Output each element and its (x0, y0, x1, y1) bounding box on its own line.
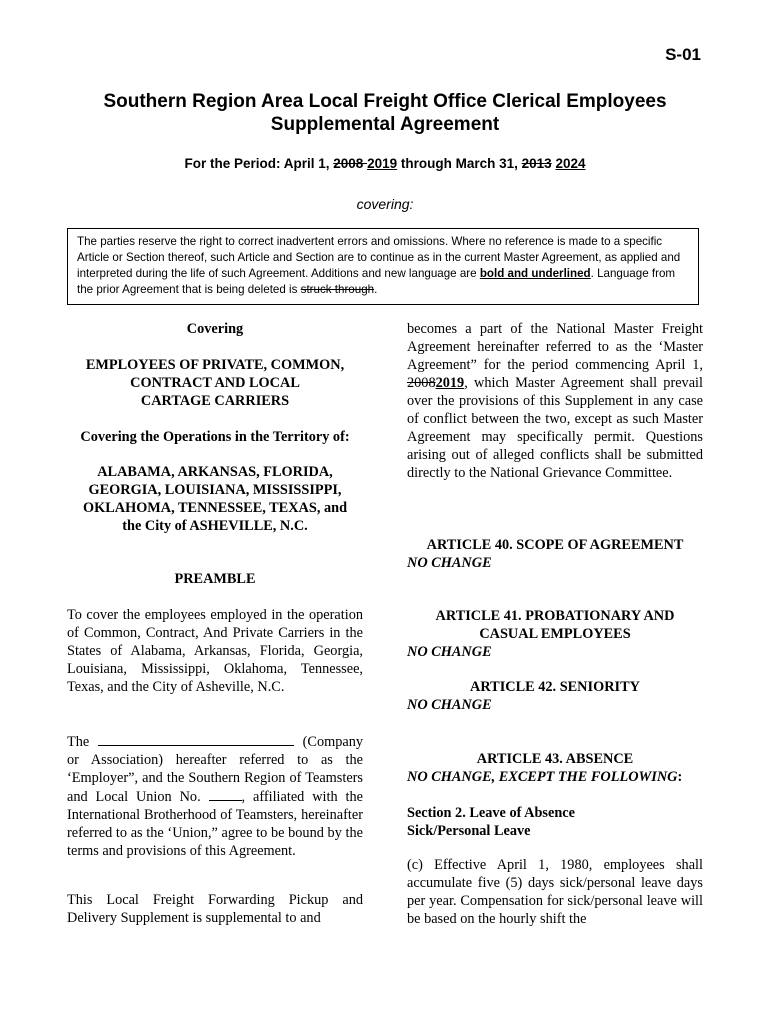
states-line-4: the City of ASHEVILLE, N.C. (122, 518, 308, 534)
article-40-no-change: NO CHANGE (407, 555, 492, 571)
page-id: S-01 (665, 45, 701, 64)
agreement-period (0, 156, 770, 171)
article-43-colon: : (677, 769, 683, 785)
master-year-added: 2019 (435, 375, 465, 391)
notice-text-3: . (374, 283, 378, 296)
preamble-heading: PREAMBLE (174, 571, 256, 587)
employees-line-2: CONTRACT AND LOCAL (130, 375, 300, 391)
article-40-heading: ARTICLE 40. SCOPE OF AGREEMENT (426, 537, 684, 553)
article-43-no-change-text: NO CHANGE, EXCEPT THE FOLLOWING (407, 769, 678, 785)
preamble-text: To cover the employees employed in the operation of Common, Contract, And Private Carriers in the States of Alabama, Arkansas, Florida, Georgia, Louisiana, Mississippi, Oklahoma, Tennessee, Texas, and the City of Asheville, N.C. (67, 607, 363, 695)
article-42-no-change: NO CHANGE (407, 697, 492, 713)
article-41-no-change: NO CHANGE (407, 644, 492, 660)
employees-heading (67, 356, 363, 410)
article-41-line-2: CASUAL EMPLOYEES (479, 626, 631, 642)
article-41-heading (407, 607, 703, 643)
notice-text-1: The parties reserve the right to correct inadvertent errors and omissions. Where no reference is made to a specific Article or Section thereof, such Article and Section are to continue as in the current Master Agreement, as applied and interpreted during the life of such Agreement. Additions and new language are (77, 235, 681, 280)
states-line-2: GEORGIA, LOUISIANA, MISSISSIPPI, (88, 482, 342, 498)
territory-heading: Covering the Operations in the Territory of: (80, 429, 350, 445)
period-start-deleted: 2008 (333, 156, 368, 171)
master-year-deleted: 2008 (407, 375, 436, 391)
company-text-2: , affiliated with the International Brotherhood of Teamsters, hereinafter referred to as the ‘Union,” agree to be bound by the terms and provisions of this Agreement. (67, 789, 363, 859)
employees-line-1: EMPLOYEES OF PRIVATE, COMMON, (85, 357, 345, 373)
notice-bold-underlined: bold and underlined (479, 267, 591, 280)
local-union-number-blank (209, 787, 242, 801)
period-middle: through March 31, (397, 156, 522, 171)
company-paragraph (67, 732, 363, 860)
period-end-deleted: 2013 (521, 156, 552, 171)
covering-heading: Covering (186, 321, 244, 337)
article-41-line-1: ARTICLE 41. PROBATIONARY AND (435, 608, 675, 624)
states-heading (67, 463, 363, 535)
article-43-no-change (407, 768, 703, 786)
company-name-blank (98, 732, 294, 746)
period-end-added: 2024 (555, 156, 586, 171)
master-text-1: becomes a part of the National Master Freight Agreement hereinafter referred to as the ‘Master Agreement” for the period commencing April 1, (407, 321, 703, 373)
master-agreement-paragraph (407, 320, 703, 482)
period-prefix: For the Period: April 1, (184, 156, 334, 171)
states-line-3: OKLAHOMA, TENNESSEE, TEXAS, and (82, 500, 348, 516)
document-title (0, 90, 770, 136)
article-43-heading: ARTICLE 43. ABSENCE (476, 751, 634, 767)
master-text-2: , which Master Agreement shall prevail over the provisions of this Supplement in any case of conflict between the two, except as such Master Agreement may specifically permit. Questions arising out of alleged conflicts shall be submitted directly to the National Grievance Committee. (407, 375, 703, 481)
section-2-line-2: Sick/Personal Leave (407, 823, 531, 839)
employees-line-3: CARTAGE CARRIERS (140, 393, 290, 409)
notice-box (67, 228, 699, 305)
covering-label: covering: (356, 196, 414, 212)
title-line-2: Supplemental Agreement (270, 114, 500, 135)
notice-struck-through: struck through (300, 283, 375, 296)
section-2-heading (407, 804, 703, 840)
title-line-1: Southern Region Area Local Freight Office Clerical Employees (103, 91, 667, 112)
the-word: The (67, 734, 90, 750)
local-supplement-text: This Local Freight Forwarding Pickup and Delivery Supplement is supplemental to and (67, 892, 363, 926)
states-line-1: ALABAMA, ARKANSAS, FLORIDA, (97, 464, 333, 480)
company-text-1: (Company or Association) hereafter referred to as the ‘Employer”, and the Southern Region of Teamsters and Local Union No. (67, 734, 363, 805)
section-2-line-1: Section 2. Leave of Absence (407, 805, 575, 821)
section-2-paragraph: (c) Effective April 1, 1980, employees shall accumulate five (5) days sick/personal leave days per year. Compensation for sick/personal leave will be based on the hourly shift the (407, 857, 703, 927)
notice-text-2: . Language from the prior Agreement that is being deleted is (77, 267, 676, 296)
article-42-heading: ARTICLE 42. SENIORITY (470, 679, 640, 695)
period-start-added: 2019 (367, 156, 398, 171)
